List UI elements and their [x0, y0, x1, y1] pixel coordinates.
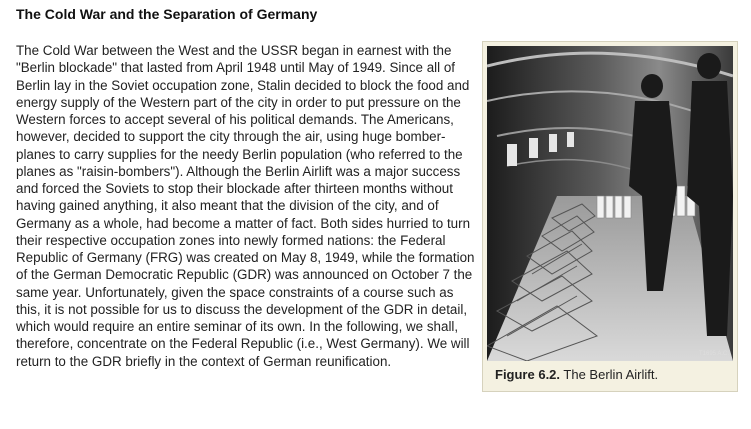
- figure-caption: [495, 367, 658, 382]
- figure-label: Figure 6.2.: [495, 367, 561, 382]
- figure: [482, 41, 738, 392]
- page-title: The Cold War and the Separation of Germany: [16, 6, 318, 22]
- body-paragraph: The Cold War between the West and the USSR began in earnest with the "Berlin blockade" that lasted from April 1948 until May of 1949. Since all of Berlin lay in the Soviet occupation zone, Stalin decided to block the food and energy supply of the Western part of the city in order to put pressure on the Western forces to accept several of his political demands. The Americans, however, decided to support the city through the air, using huge bomber-planes to carry supplies for the needy Berlin population (who referred to the planes as "raisin-bombers"). Although the Berlin Airlift was a major success and forced the Soviets to stop their blockade after thirteen months without having gained anything, it also meant that the division of the city, and of Germany as a whole, had become a matter of fact. Both sides hurried to turn their respective occupation zones into newly formed nations: the Federal Republic of Germany (FRG) was created on May 8, 1949, while the formation of the German Democratic Republic (GDR) was announced on October 7 the same year. Unfortunately, given the space constraints of a course such as this, it is not possible for us to discuss the development of the GDR in detail, which would require an entire seminar of its own. In the following, we shall, therefore, concentrate on the Federal Republic (i.e., West Germany). We will return to the GDR briefly in the context of German reunification.: [16, 43, 475, 369]
- figure-caption-text: The Berlin Airlift.: [563, 367, 659, 382]
- berlin-airlift-photo: [487, 46, 733, 361]
- photo-stamp: T1695 A.C.: [699, 351, 730, 357]
